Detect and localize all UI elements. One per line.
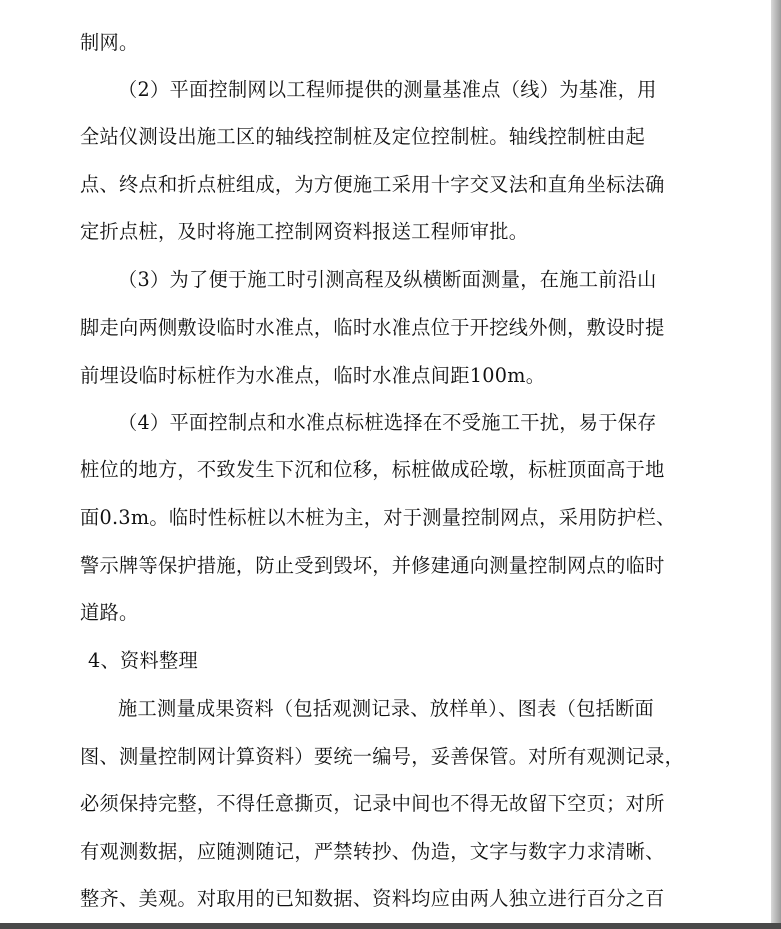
text-line: 图、测量控制网计算资料）要统一编号，妥善保管。对所有观测记录，	[80, 745, 685, 768]
text-line: （3）为了便于施工时引测高程及纵横断面测量，在施工前沿山	[118, 268, 657, 291]
text-line: 施工测量成果资料（包括观测记录、放样单）、图表（包括断面	[118, 697, 655, 720]
text-line: 点、终点和折点桩组成，为方便施工采用十字交叉法和直角坐标法确	[80, 173, 665, 196]
text-line: 有观测数据，应随测随记，严禁转抄、伪造，文字与数字力求清晰、	[80, 840, 665, 863]
text-line: 全站仪测设出施工区的轴线控制桩及定位控制桩。轴线控制桩由起	[80, 125, 646, 148]
text-line: 面0.3m。临时性标桩以木桩为主，对于测量控制网点，采用防护栏、	[80, 506, 676, 529]
text-line: 定折点桩，及时将施工控制网资料报送工程师审批。	[80, 220, 529, 243]
text-line: 道路。	[80, 601, 139, 624]
text-line: 整齐、美观。对取用的已知数据、资料均应由两人独立进行百分之百	[80, 887, 665, 910]
text-line: 警示牌等保护措施，防止受到毁坏，并修建通向测量控制网点的临时	[80, 554, 665, 577]
page-bottom-border	[0, 923, 781, 929]
text-line: 脚走向两侧敷设临时水准点，临时水准点位于开挖线外侧，敷设时提	[80, 316, 665, 339]
text-line: 桩位的地方，不致发生下沉和位移，标桩做成砼墩，标桩顶面高于地	[80, 458, 665, 481]
section-heading: 4、资料整理	[88, 649, 198, 672]
page-edge-shadow	[771, 0, 781, 929]
text-line: 必须保持完整，不得任意撕页，记录中间也不得无故留下空页；对所	[80, 792, 665, 815]
text-line: （2）平面控制网以工程师提供的测量基准点（线）为基准，用	[118, 78, 657, 101]
text-line: 制网。	[80, 31, 139, 54]
text-line: （4）平面控制点和水准点标桩选择在不受施工干扰，易于保存	[118, 411, 657, 434]
text-line: 前埋设临时标桩作为水准点，临时水准点间距100m。	[80, 364, 546, 387]
